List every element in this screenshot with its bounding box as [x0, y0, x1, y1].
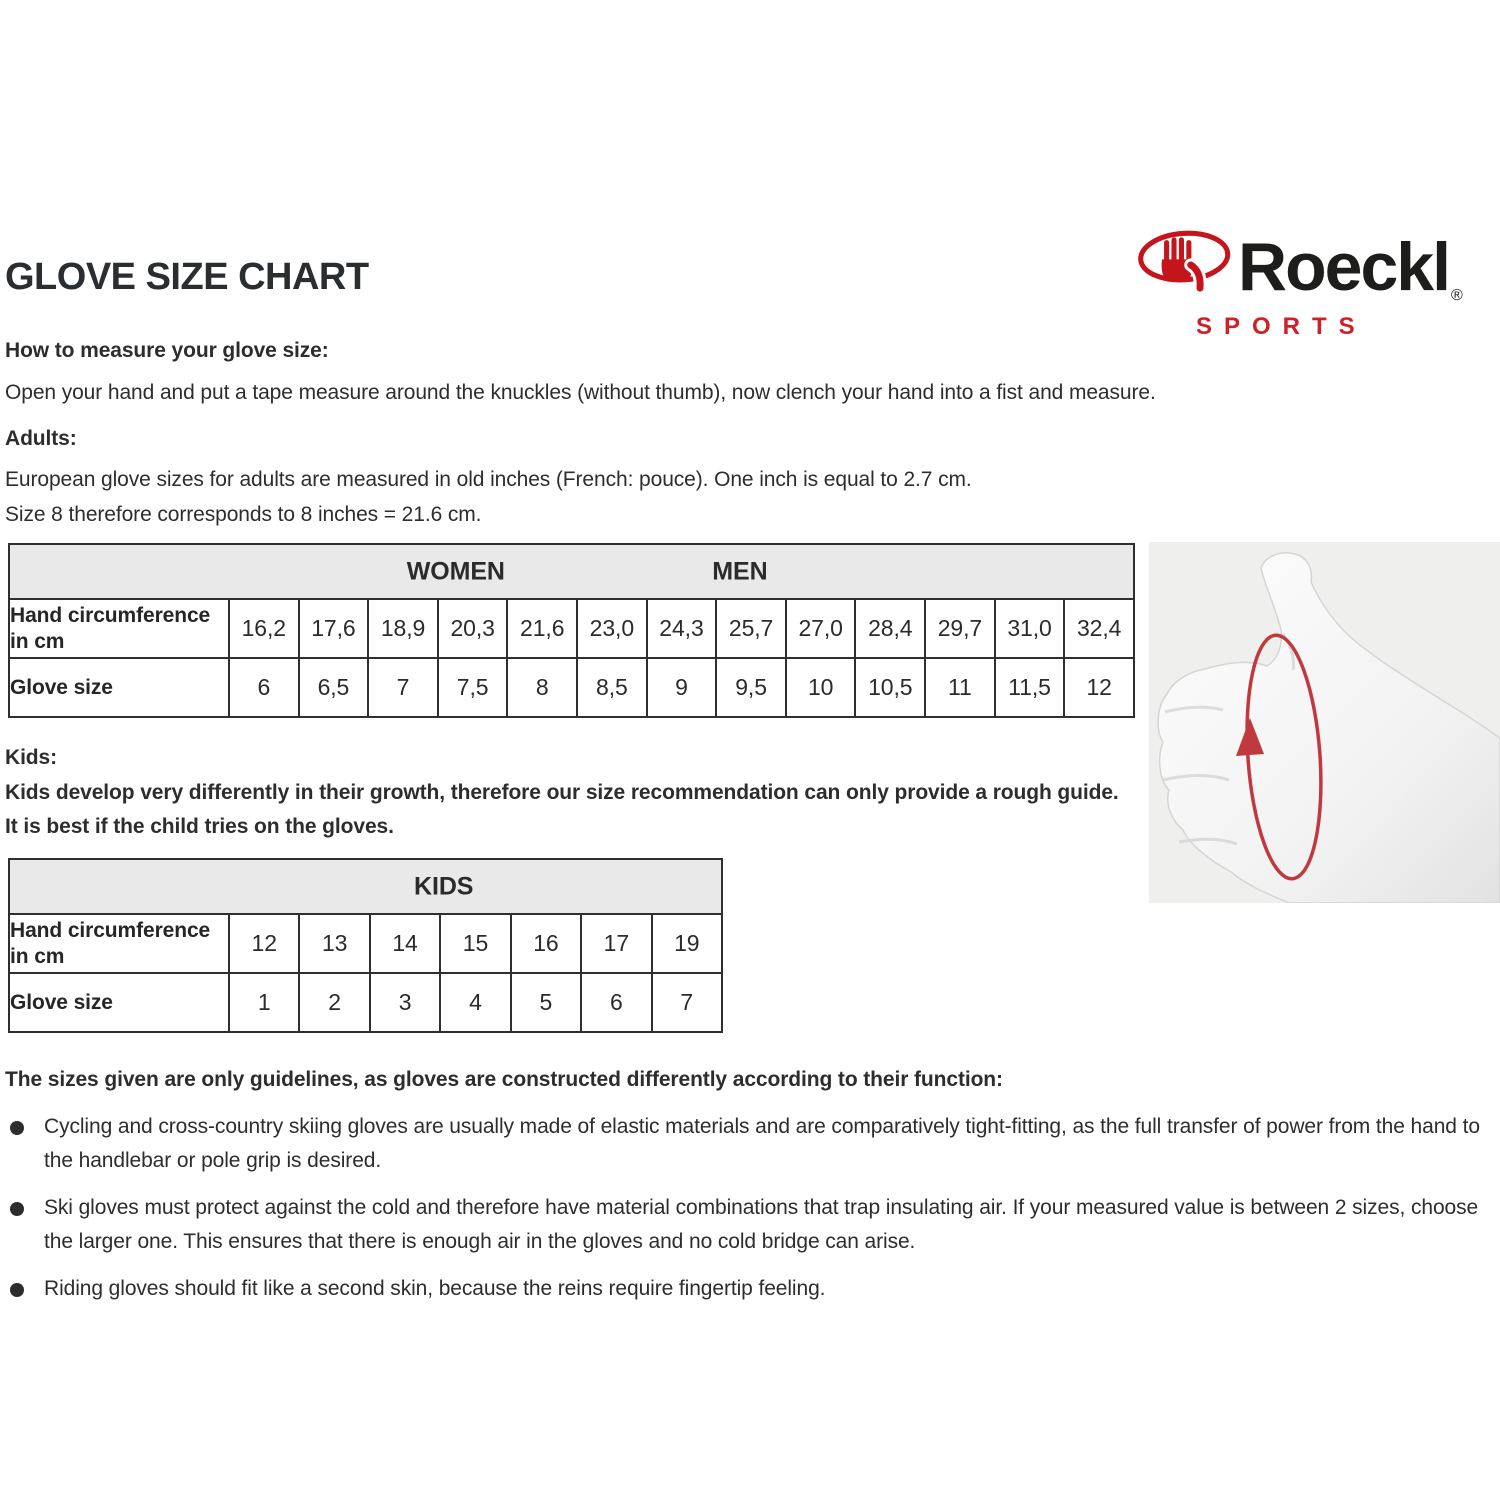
adults-paragraph-line2: Size 8 therefore corresponds to 8 inches = 21.6 cm.: [5, 503, 482, 526]
roeckl-logo: [1136, 220, 1463, 341]
bullet-text: Riding gloves should fit like a second skin, because the reins require fingertip feeling.: [44, 1277, 826, 1300]
row-label-glove-size: Glove size: [9, 973, 229, 1032]
kids-circumference-row: [9, 914, 722, 973]
bullet-dot-icon: [10, 1121, 24, 1135]
howto-heading: How to measure your glove size:: [5, 339, 329, 362]
table-cell: 24,3: [647, 599, 717, 658]
table-cell: 31,0: [995, 599, 1065, 658]
list-item: [5, 1272, 1497, 1306]
kids-heading: Kids:: [5, 746, 58, 769]
bullet-dot-icon: [10, 1202, 24, 1216]
table-cell: 6,5: [299, 658, 369, 717]
bullet-text: Cycling and cross-country skiing gloves are usually made of elastic materials and are comparatively tight-fitting, as the full transfer of power from the hand to the handlebar or pole grip is desired.: [44, 1115, 1480, 1172]
guidelines-heading: The sizes given are only guidelines, as gloves are constructed differently according to their function:: [5, 1068, 1003, 1091]
adults-group-header-row: [9, 544, 1134, 599]
adults-heading: Adults:: [5, 427, 77, 450]
table-cell: 11,5: [995, 658, 1065, 717]
roeckl-hand-oval-icon: [1136, 220, 1238, 313]
hand-measure-photo: [1149, 542, 1500, 903]
list-item: [5, 1110, 1497, 1178]
list-item: [5, 1191, 1497, 1259]
table-cell: 21,6: [507, 599, 577, 658]
table-cell: 9: [647, 658, 717, 717]
men-group-label: MEN: [712, 557, 768, 585]
table-cell: 14: [370, 914, 440, 973]
adults-paragraph-line1: European glove sizes for adults are measured in old inches (French: pouce). One inch is equal to 2.7 cm.: [5, 468, 972, 491]
women-group-label: WOMEN: [406, 557, 505, 585]
table-cell: 8: [507, 658, 577, 717]
adults-size-table: [8, 543, 1135, 718]
bullet-text: Ski gloves must protect against the cold and therefore have material combinations that trap insulating air. If your measured value is between 2 sizes, choose the larger one. This ensures that there is enough air in the gloves and no cold bridge can arise.: [44, 1196, 1479, 1253]
table-cell: 10: [786, 658, 856, 717]
table-cell: 25,7: [716, 599, 786, 658]
table-cell: 19: [652, 914, 722, 973]
table-cell: 16: [511, 914, 581, 973]
logo-row: [1136, 220, 1463, 313]
table-cell: 4: [440, 973, 510, 1032]
kids-group-label: KIDS: [414, 872, 474, 900]
table-cell: 12: [229, 914, 299, 973]
table-cell: 1: [229, 973, 299, 1032]
kids-glove-size-row: [9, 973, 722, 1032]
howto-paragraph: Open your hand and put a tape measure around the knuckles (without thumb), now clench your hand into a fist and measure.: [5, 381, 1156, 404]
table-cell: 15: [440, 914, 510, 973]
logo-sports-text: SPORTS: [1196, 313, 1367, 340]
table-cell: 7: [368, 658, 438, 717]
adults-group-header-cell: [9, 544, 1134, 599]
table-cell: 28,4: [855, 599, 925, 658]
table-cell: 32,4: [1064, 599, 1134, 658]
table-cell: 11: [925, 658, 995, 717]
adults-circumference-row: [9, 599, 1134, 658]
page-title: GLOVE SIZE CHART: [5, 256, 369, 298]
table-cell: 13: [299, 914, 369, 973]
row-label-circumference: Hand circumference in cm: [9, 599, 229, 658]
bullet-dot-icon: [10, 1283, 24, 1297]
table-cell: 12: [1064, 658, 1134, 717]
guidelines-bullet-list: [5, 1110, 1497, 1319]
kids-group-header-cell: [9, 859, 722, 914]
table-cell: 6: [229, 658, 299, 717]
table-cell: 18,9: [368, 599, 438, 658]
table-cell: 5: [511, 973, 581, 1032]
kids-group-header-row: [9, 859, 722, 914]
table-cell: 9,5: [716, 658, 786, 717]
kids-paragraph: Kids develop very differently in their growth, therefore our size recommendation can only provide a rough guide. It is best if the child tries on the gloves.: [5, 781, 1119, 838]
table-cell: 10,5: [855, 658, 925, 717]
table-cell: 8,5: [577, 658, 647, 717]
table-cell: 20,3: [438, 599, 508, 658]
table-cell: 6: [581, 973, 651, 1032]
logo-brand-text: Roeckl: [1238, 228, 1449, 305]
table-cell: 7: [652, 973, 722, 1032]
adults-glove-size-row: [9, 658, 1134, 717]
row-label-circumference: Hand circumference in cm: [9, 914, 229, 973]
table-cell: 2: [299, 973, 369, 1032]
table-cell: 7,5: [438, 658, 508, 717]
table-cell: 29,7: [925, 599, 995, 658]
kids-size-table: [8, 858, 723, 1033]
table-cell: 27,0: [786, 599, 856, 658]
row-label-glove-size: Glove size: [9, 658, 229, 717]
registered-trademark-symbol: ®: [1451, 287, 1463, 304]
table-cell: 3: [370, 973, 440, 1032]
table-cell: 17,6: [299, 599, 369, 658]
table-cell: 17: [581, 914, 651, 973]
table-cell: 16,2: [229, 599, 299, 658]
table-cell: 23,0: [577, 599, 647, 658]
